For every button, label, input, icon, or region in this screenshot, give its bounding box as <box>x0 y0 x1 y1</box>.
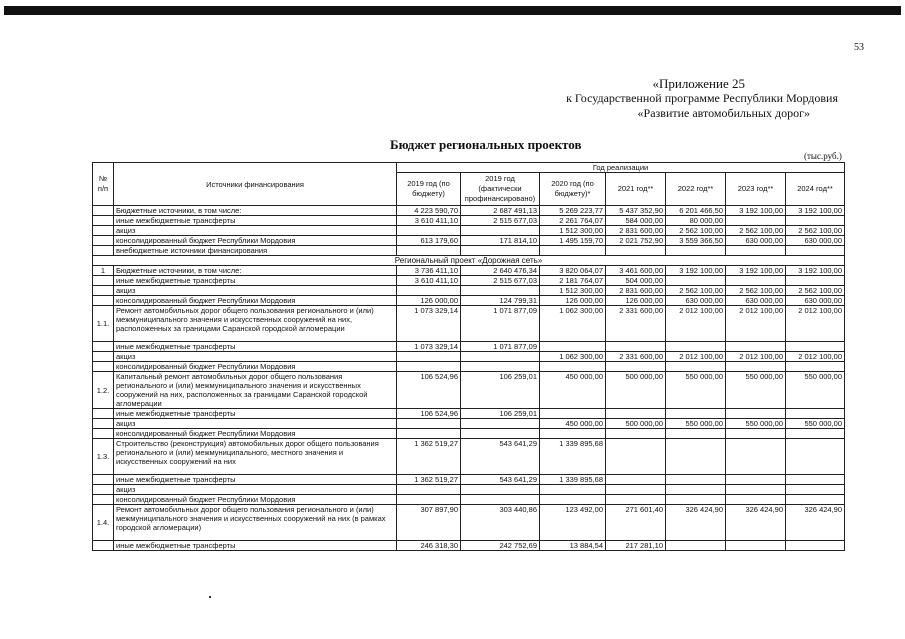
row-number <box>93 352 114 362</box>
row-label: Строительство (реконструкция) автомобильных дорог общего пользования регионального и (или) межмуниципального, местного значения и искусственных сооружений на них <box>114 439 397 475</box>
appendix-line-2: к Государственной программе Республики Мордовия <box>566 91 838 105</box>
value-cell: 126 000,00 <box>540 296 606 306</box>
value-cell <box>540 342 606 352</box>
row-number <box>93 485 114 495</box>
table-row <box>93 409 845 419</box>
value-cell <box>726 495 786 505</box>
value-cell <box>786 495 845 505</box>
value-cell: 1 071 877,09 <box>461 342 540 352</box>
table-row <box>93 286 845 296</box>
value-cell: 2 012 100,00 <box>786 352 845 362</box>
value-cell <box>726 362 786 372</box>
value-cell <box>666 439 726 475</box>
row-label: Ремонт автомобильных дорог общего пользования регионального и (или) межмуниципального значения и искусственных сооружений на них, расположенных за границами Саранской городской агломерации <box>114 306 397 342</box>
value-cell: 1 362 519,27 <box>397 439 461 475</box>
table-row <box>93 505 845 541</box>
appendix-line-1: «Приложение 25 <box>652 76 745 91</box>
value-cell <box>397 286 461 296</box>
table-row <box>93 495 845 505</box>
value-cell: 303 440,86 <box>461 505 540 541</box>
value-cell: 3 461 600,00 <box>606 266 666 276</box>
value-cell <box>666 475 726 485</box>
row-label: иные межбюджетные трансферты <box>114 475 397 485</box>
value-cell: 3 559 366,50 <box>666 236 726 246</box>
value-cell: 2 012 100,00 <box>786 306 845 342</box>
row-label: акциз <box>114 485 397 495</box>
value-cell: 630 000,00 <box>726 236 786 246</box>
header-year-5: 2023 год** <box>726 173 786 206</box>
appendix-line-3: «Развитие автомобильных дорог» <box>637 106 810 120</box>
row-number <box>93 419 114 429</box>
value-cell <box>540 429 606 439</box>
row-number: 1.1. <box>93 306 114 342</box>
row-label: иные межбюджетные трансферты <box>114 276 397 286</box>
row-number <box>93 246 114 256</box>
value-cell: 504 000,00 <box>606 276 666 286</box>
page-number: 53 <box>854 42 864 53</box>
value-cell: 2 687 491,13 <box>461 206 540 216</box>
value-cell <box>666 246 726 256</box>
scan-speck <box>209 596 211 598</box>
row-label: акциз <box>114 286 397 296</box>
value-cell: 242 752,69 <box>461 541 540 551</box>
value-cell: 550 000,00 <box>786 372 845 409</box>
value-cell: 5 269 223,77 <box>540 206 606 216</box>
value-cell <box>461 419 540 429</box>
value-cell: 1 512 300,00 <box>540 226 606 236</box>
value-cell: 1 071 877,09 <box>461 306 540 342</box>
value-cell: 3 192 100,00 <box>726 266 786 276</box>
value-cell: 126 000,00 <box>606 296 666 306</box>
value-cell <box>666 276 726 286</box>
value-cell: 3 192 100,00 <box>786 266 845 276</box>
value-cell: 543 641,29 <box>461 475 540 485</box>
row-number <box>93 541 114 551</box>
row-number: 1.2. <box>93 372 114 409</box>
row-label: консолидированный бюджет Республики Мордовия <box>114 236 397 246</box>
header-year-group: Год реализации <box>397 163 845 173</box>
header-year-1: 2019 год (фактически профинансировано) <box>461 173 540 206</box>
value-cell <box>397 419 461 429</box>
units-label: (тыс.руб.) <box>804 151 842 161</box>
value-cell <box>726 475 786 485</box>
table-row <box>93 352 845 362</box>
table-row <box>93 372 845 409</box>
value-cell <box>786 439 845 475</box>
value-cell: 13 884,54 <box>540 541 606 551</box>
value-cell: 2 831 600,00 <box>606 286 666 296</box>
value-cell: 2 012 100,00 <box>666 306 726 342</box>
value-cell: 2 012 100,00 <box>666 352 726 362</box>
row-number: 1.4. <box>93 505 114 541</box>
row-label: Капитальный ремонт автомобильных дорог общего пользования регионального и (или) межмуниципального значения и искусственных сооружений на них, расположенных за границами Саранской городской агломерации <box>114 372 397 409</box>
table-row <box>93 266 845 276</box>
value-cell: 1 062 300,00 <box>540 352 606 362</box>
value-cell: 550 000,00 <box>726 372 786 409</box>
value-cell <box>397 429 461 439</box>
value-cell: 2 562 100,00 <box>726 286 786 296</box>
value-cell <box>606 429 666 439</box>
table-row <box>93 226 845 236</box>
value-cell: 543 641,29 <box>461 439 540 475</box>
table-row <box>93 296 845 306</box>
value-cell <box>786 216 845 226</box>
row-label: акциз <box>114 352 397 362</box>
value-cell: 550 000,00 <box>666 419 726 429</box>
value-cell: 126 000,00 <box>397 296 461 306</box>
value-cell: 3 610 411,10 <box>397 216 461 226</box>
value-cell <box>786 485 845 495</box>
value-cell <box>726 276 786 286</box>
value-cell <box>397 485 461 495</box>
row-number <box>93 429 114 439</box>
value-cell <box>726 342 786 352</box>
row-label: иные межбюджетные трансферты <box>114 409 397 419</box>
value-cell: 123 492,00 <box>540 505 606 541</box>
value-cell: 2 831 600,00 <box>606 226 666 236</box>
section-title: Региональный проект «Дорожная сеть» <box>93 256 845 266</box>
value-cell: 2 331 600,00 <box>606 306 666 342</box>
value-cell: 3 192 100,00 <box>726 206 786 216</box>
value-cell: 1 073 329,14 <box>397 342 461 352</box>
row-label: внебюджетные источники финансирования <box>114 246 397 256</box>
value-cell: 2 562 100,00 <box>666 286 726 296</box>
budget-table <box>92 162 845 551</box>
value-cell: 326 424,90 <box>726 505 786 541</box>
value-cell: 106 524,96 <box>397 409 461 419</box>
value-cell: 2 012 100,00 <box>726 352 786 362</box>
header-year-6: 2024 год** <box>786 173 845 206</box>
value-cell: 2 640 476,34 <box>461 266 540 276</box>
table-row <box>93 475 845 485</box>
value-cell: 124 799,31 <box>461 296 540 306</box>
row-number <box>93 226 114 236</box>
value-cell: 3 192 100,00 <box>666 266 726 276</box>
value-cell <box>726 485 786 495</box>
row-label: консолидированный бюджет Республики Мордовия <box>114 495 397 505</box>
value-cell: 630 000,00 <box>726 296 786 306</box>
value-cell: 1 362 519,27 <box>397 475 461 485</box>
value-cell <box>540 495 606 505</box>
value-cell: 1 512 300,00 <box>540 286 606 296</box>
row-label: Бюджетные источники, в том числе: <box>114 206 397 216</box>
row-label: иные межбюджетные трансферты <box>114 342 397 352</box>
value-cell <box>726 541 786 551</box>
value-cell <box>726 439 786 475</box>
value-cell <box>606 246 666 256</box>
value-cell <box>461 286 540 296</box>
value-cell <box>397 352 461 362</box>
value-cell: 106 259,01 <box>461 372 540 409</box>
table-row <box>93 276 845 286</box>
value-cell: 2 181 764,07 <box>540 276 606 286</box>
row-label: консолидированный бюджет Республики Мордовия <box>114 296 397 306</box>
value-cell <box>666 485 726 495</box>
value-cell <box>666 495 726 505</box>
value-cell <box>666 362 726 372</box>
value-cell: 171 814,10 <box>461 236 540 246</box>
row-number <box>93 342 114 352</box>
value-cell: 217 281,10 <box>606 541 666 551</box>
value-cell <box>726 246 786 256</box>
value-cell: 3 610 411,10 <box>397 276 461 286</box>
document-title: Бюджет региональных проектов <box>390 137 582 152</box>
value-cell <box>726 429 786 439</box>
header-year-2: 2020 год (по бюджету)* <box>540 173 606 206</box>
table-row <box>93 236 845 246</box>
value-cell: 307 897,90 <box>397 505 461 541</box>
value-cell <box>666 342 726 352</box>
section-row <box>93 256 845 266</box>
value-cell: 80 000,00 <box>666 216 726 226</box>
value-cell <box>786 276 845 286</box>
value-cell: 1 062 300,00 <box>540 306 606 342</box>
header-num: № п/п <box>93 163 114 206</box>
value-cell <box>397 246 461 256</box>
row-number <box>93 236 114 246</box>
value-cell <box>461 246 540 256</box>
value-cell: 1 495 159,70 <box>540 236 606 246</box>
value-cell <box>461 226 540 236</box>
value-cell <box>461 429 540 439</box>
value-cell: 1 339 895,68 <box>540 439 606 475</box>
value-cell <box>786 475 845 485</box>
table-row <box>93 429 845 439</box>
header-year-4: 2022 год** <box>666 173 726 206</box>
value-cell <box>461 352 540 362</box>
value-cell: 3 736 411,10 <box>397 266 461 276</box>
value-cell <box>666 429 726 439</box>
value-cell <box>666 541 726 551</box>
value-cell: 5 437 352,90 <box>606 206 666 216</box>
value-cell: 500 000,00 <box>606 372 666 409</box>
value-cell <box>461 485 540 495</box>
table-row <box>93 246 845 256</box>
value-cell: 630 000,00 <box>666 296 726 306</box>
value-cell: 2 562 100,00 <box>786 226 845 236</box>
row-number <box>93 409 114 419</box>
row-label: акциз <box>114 226 397 236</box>
value-cell <box>606 342 666 352</box>
value-cell: 550 000,00 <box>786 419 845 429</box>
value-cell <box>397 226 461 236</box>
row-label: акциз <box>114 419 397 429</box>
value-cell: 1 073 329,14 <box>397 306 461 342</box>
value-cell <box>461 495 540 505</box>
value-cell: 3 820 064,07 <box>540 266 606 276</box>
table-row <box>93 206 845 216</box>
value-cell: 271 601,40 <box>606 505 666 541</box>
value-cell: 6 201 466,50 <box>666 206 726 216</box>
value-cell: 3 192 100,00 <box>786 206 845 216</box>
value-cell: 2 562 100,00 <box>786 286 845 296</box>
value-cell <box>786 541 845 551</box>
value-cell <box>786 362 845 372</box>
value-cell <box>786 409 845 419</box>
row-label: Бюджетные источники, в том числе: <box>114 266 397 276</box>
value-cell: 2 562 100,00 <box>666 226 726 236</box>
value-cell: 2 562 100,00 <box>726 226 786 236</box>
value-cell: 450 000,00 <box>540 419 606 429</box>
value-cell: 326 424,90 <box>666 505 726 541</box>
table-row <box>93 439 845 475</box>
row-label: консолидированный бюджет Республики Мордовия <box>114 362 397 372</box>
value-cell <box>540 246 606 256</box>
value-cell: 550 000,00 <box>726 419 786 429</box>
row-label: иные межбюджетные трансферты <box>114 541 397 551</box>
value-cell: 630 000,00 <box>786 236 845 246</box>
value-cell <box>540 485 606 495</box>
value-cell <box>786 429 845 439</box>
row-number <box>93 495 114 505</box>
value-cell: 500 000,00 <box>606 419 666 429</box>
value-cell: 326 424,90 <box>786 505 845 541</box>
value-cell: 4 223 590,70 <box>397 206 461 216</box>
value-cell: 106 524,96 <box>397 372 461 409</box>
table-row <box>93 362 845 372</box>
table-row <box>93 216 845 226</box>
row-number <box>93 286 114 296</box>
value-cell: 2 261 764,07 <box>540 216 606 226</box>
scan-border-bar <box>4 6 901 15</box>
value-cell: 450 000,00 <box>540 372 606 409</box>
value-cell: 2 012 100,00 <box>726 306 786 342</box>
row-label: иные межбюджетные трансферты <box>114 216 397 226</box>
row-label: Ремонт автомобильных дорог общего пользования регионального и (или) межмуниципального значения и искусственных сооружений на них (в рамках городской агломерации) <box>114 505 397 541</box>
value-cell: 2 021 752,90 <box>606 236 666 246</box>
value-cell: 2 515 677,03 <box>461 216 540 226</box>
row-number <box>93 276 114 286</box>
value-cell <box>666 409 726 419</box>
table-row <box>93 342 845 352</box>
table-row <box>93 419 845 429</box>
value-cell <box>606 439 666 475</box>
table-row <box>93 541 845 551</box>
value-cell: 106 259,01 <box>461 409 540 419</box>
value-cell: 2 515 677,03 <box>461 276 540 286</box>
value-cell <box>397 495 461 505</box>
value-cell <box>726 216 786 226</box>
value-cell <box>606 485 666 495</box>
table-row <box>93 485 845 495</box>
row-number: 1.3. <box>93 439 114 475</box>
value-cell <box>606 495 666 505</box>
table-row <box>93 306 845 342</box>
value-cell <box>606 475 666 485</box>
row-number <box>93 206 114 216</box>
value-cell <box>397 362 461 372</box>
value-cell <box>461 362 540 372</box>
value-cell: 1 339 895,68 <box>540 475 606 485</box>
header-year-3: 2021 год** <box>606 173 666 206</box>
value-cell: 550 000,00 <box>666 372 726 409</box>
row-label: консолидированный бюджет Республики Мордовия <box>114 429 397 439</box>
row-number <box>93 216 114 226</box>
value-cell <box>606 362 666 372</box>
value-cell: 2 331 600,00 <box>606 352 666 362</box>
value-cell <box>786 342 845 352</box>
row-number: 1 <box>93 266 114 276</box>
row-number <box>93 362 114 372</box>
value-cell <box>540 409 606 419</box>
row-number <box>93 296 114 306</box>
value-cell <box>606 409 666 419</box>
value-cell: 246 318,30 <box>397 541 461 551</box>
value-cell: 584 000,00 <box>606 216 666 226</box>
value-cell: 630 000,00 <box>786 296 845 306</box>
value-cell <box>540 362 606 372</box>
header-year-0: 2019 год (по бюджету) <box>397 173 461 206</box>
value-cell: 613 179,60 <box>397 236 461 246</box>
header-source: Источники финансирования <box>114 163 397 206</box>
row-number <box>93 475 114 485</box>
value-cell <box>726 409 786 419</box>
value-cell <box>786 246 845 256</box>
